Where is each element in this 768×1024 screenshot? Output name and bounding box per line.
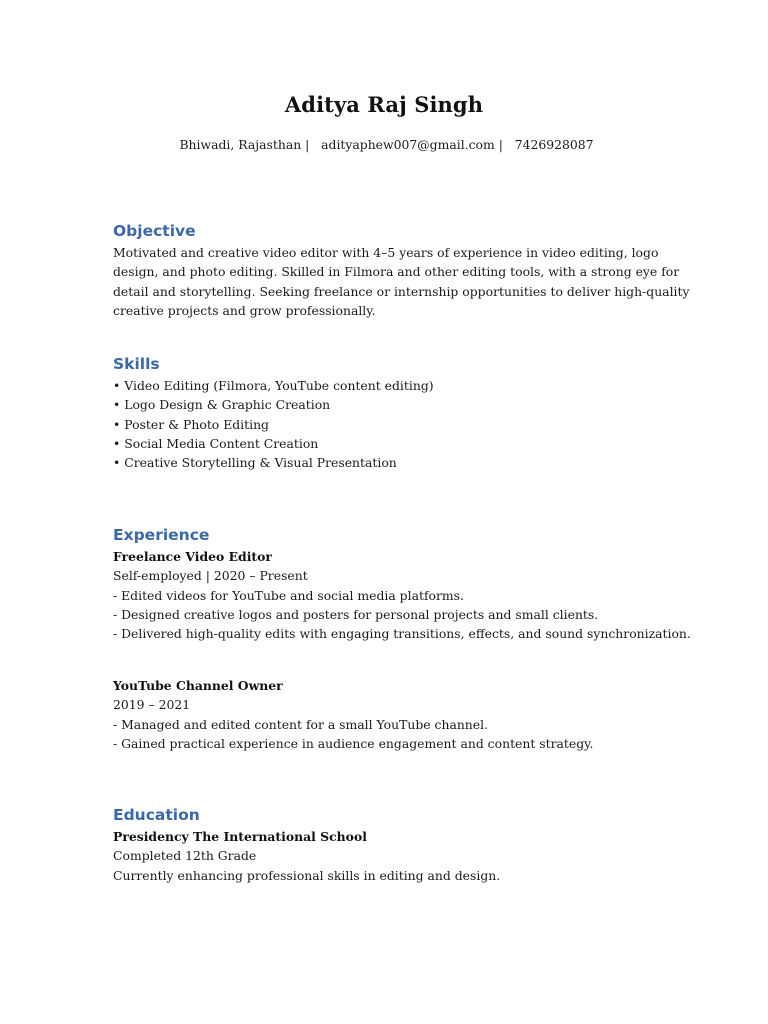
contact-separator: | [494,137,515,152]
objective-section [113,221,690,320]
contact-separator: | [301,137,322,152]
job-point: - Managed and edited content for a small YouTube channel. [113,716,489,732]
skills-section [113,354,673,472]
school-name: Presidency The International School [113,829,367,844]
skill-item: • Logo Design & Graphic Creation [113,397,331,413]
experience-job-2 [113,676,673,753]
skill-item: • Video Editing (Filmora, YouTube content editing) [113,378,434,393]
objective-line: Motivated and creative video editor with 4–5 years of experience in video editing, logo [113,245,659,260]
job-title: YouTube Channel Owner [113,678,283,693]
location-text: Bhiwadi, Rajasthan [179,137,302,152]
job-point: - Designed creative logos and posters for personal projects and small clients. [113,606,599,622]
job-point: - Delivered high-quality edits with engaging transitions, effects, and sound synchronization. [113,626,691,642]
candidate-name: Aditya Raj Singh [284,92,484,117]
skill-item: • Poster & Photo Editing [113,416,269,432]
skill-item: • Social Media Content Creation [113,435,319,451]
experience-heading: Experience [113,526,210,544]
objective-line: design, and photo editing. Skilled in Filmora and other editing tools, with a strong eye for [113,264,680,280]
job-point: - Edited videos for YouTube and social media platforms. [113,587,464,603]
education-heading: Education [113,806,200,824]
skill-item: • Creative Storytelling & Visual Presentation [113,455,397,471]
objective-line: creative projects and grow professionally. [113,302,376,318]
job-meta: 2019 – 2021 [113,697,191,713]
skills-heading: Skills [113,355,160,373]
contact-line [0,137,768,152]
job-meta: Self-employed | 2020 – Present [113,568,308,584]
education-line: Completed 12th Grade [113,848,257,864]
experience-section [113,525,691,643]
objective-heading: Objective [113,222,196,240]
job-title: Freelance Video Editor [113,549,272,564]
objective-line: detail and storytelling. Seeking freelance or internship opportunities to deliver high-quality [113,283,690,299]
job-point: - Gained practical experience in audience engagement and content strategy. [113,735,594,751]
education-line: Currently enhancing professional skills in editing and design. [113,867,501,883]
email-text: adityaphew007@gmail.com [321,137,495,152]
education-section [113,805,673,885]
phone-text: 7426928087 [514,137,594,152]
